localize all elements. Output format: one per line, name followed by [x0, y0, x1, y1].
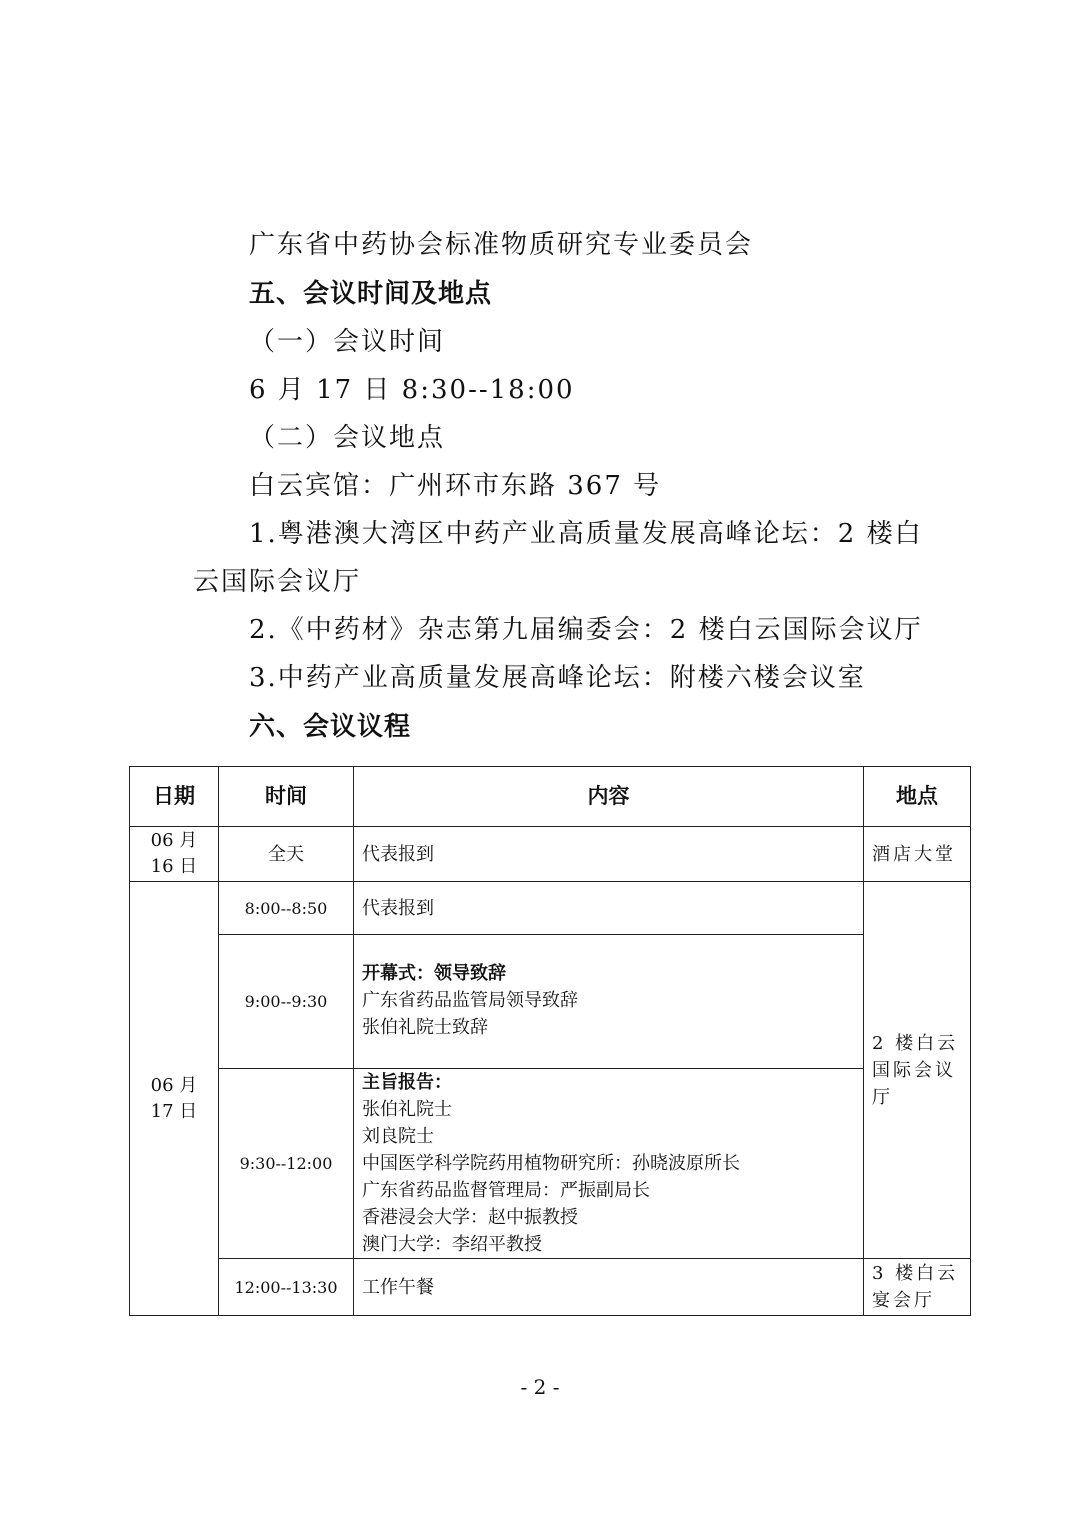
time-cell: 全天 [219, 827, 354, 882]
meeting-time: 6 月 17 日 8:30--18:00 [249, 375, 575, 405]
agenda-item-line: 张伯礼院士 [362, 1099, 452, 1120]
time-cell: 12:00--13:30 [219, 1259, 354, 1316]
subheading-venue: （二）会议地点 [249, 423, 446, 453]
table-row [130, 827, 971, 882]
date-line-2: 16 日 [150, 856, 198, 877]
header-row [130, 767, 971, 827]
page-number: - 2 - [520, 1375, 560, 1399]
table-row [130, 935, 971, 1069]
org-line: 广东省中药协会标准物质研究专业委员会 [249, 230, 754, 260]
table-row [130, 1069, 971, 1259]
agenda-item-line: 刘良院士 [362, 1126, 434, 1147]
agenda-item-line: 广东省药品监督管理局：严振副局长 [362, 1180, 650, 1201]
agenda-item-title: 主旨报告： [362, 1072, 452, 1093]
date-cell [130, 827, 219, 882]
agenda-item-line: 澳门大学：李绍平教授 [362, 1234, 542, 1255]
agenda-table [129, 766, 971, 1316]
date-line-1: 06 月 [150, 830, 198, 851]
table-row [130, 882, 971, 935]
venue-item-3: 3.中药产业高质量发展高峰论坛：附楼六楼会议室 [249, 663, 866, 693]
section-6-title: 六、会议议程 [249, 712, 412, 742]
date-line-1: 06 月 [150, 1074, 198, 1096]
subheading-time: （一）会议时间 [249, 327, 446, 357]
header-date: 日期 [130, 767, 219, 827]
date-cell [130, 882, 219, 1316]
agenda-item-title: 开幕式：领导致辞 [362, 963, 506, 984]
time-cell: 9:30--12:00 [219, 1069, 354, 1259]
header-time: 时间 [219, 767, 354, 827]
content-cell [354, 935, 864, 1069]
content-cell: 代表报到 [354, 827, 864, 882]
agenda-item-line: 中国医学科学院药用植物研究所：孙晓波原所长 [362, 1153, 740, 1174]
venue-item-1-line-1: 1.粤港澳大湾区中药产业高质量发展高峰论坛：2 楼白 [249, 519, 923, 549]
header-location: 地点 [864, 767, 971, 827]
time-cell: 8:00--8:50 [219, 882, 354, 935]
agenda-item-line: 广东省药品监管局领导致辞 [362, 990, 578, 1011]
table-row [130, 1259, 971, 1316]
section-5-title: 五、会议时间及地点 [249, 279, 493, 309]
time-cell: 9:00--9:30 [219, 935, 354, 1069]
agenda-item-line: 香港浸会大学：赵中振教授 [362, 1207, 578, 1228]
venue-item-2: 2.《中药材》杂志第九届编委会：2 楼白云国际会议厅 [249, 615, 923, 645]
location-cell: 3 楼白云宴会厅 [864, 1259, 971, 1316]
venue-item-1-line-2: 云国际会议厅 [193, 567, 362, 597]
content-cell [354, 1069, 864, 1259]
content-cell: 工作午餐 [354, 1259, 864, 1316]
location-cell: 酒店大堂 [864, 827, 971, 882]
location-cell: 2 楼白云国际会议厅 [864, 882, 971, 1259]
content-cell: 代表报到 [354, 882, 864, 935]
agenda-item-line: 张伯礼院士致辞 [362, 1017, 488, 1038]
venue-address: 白云宾馆：广州环市东路 367 号 [249, 471, 662, 501]
header-content: 内容 [354, 767, 864, 827]
date-line-2: 17 日 [150, 1100, 198, 1122]
